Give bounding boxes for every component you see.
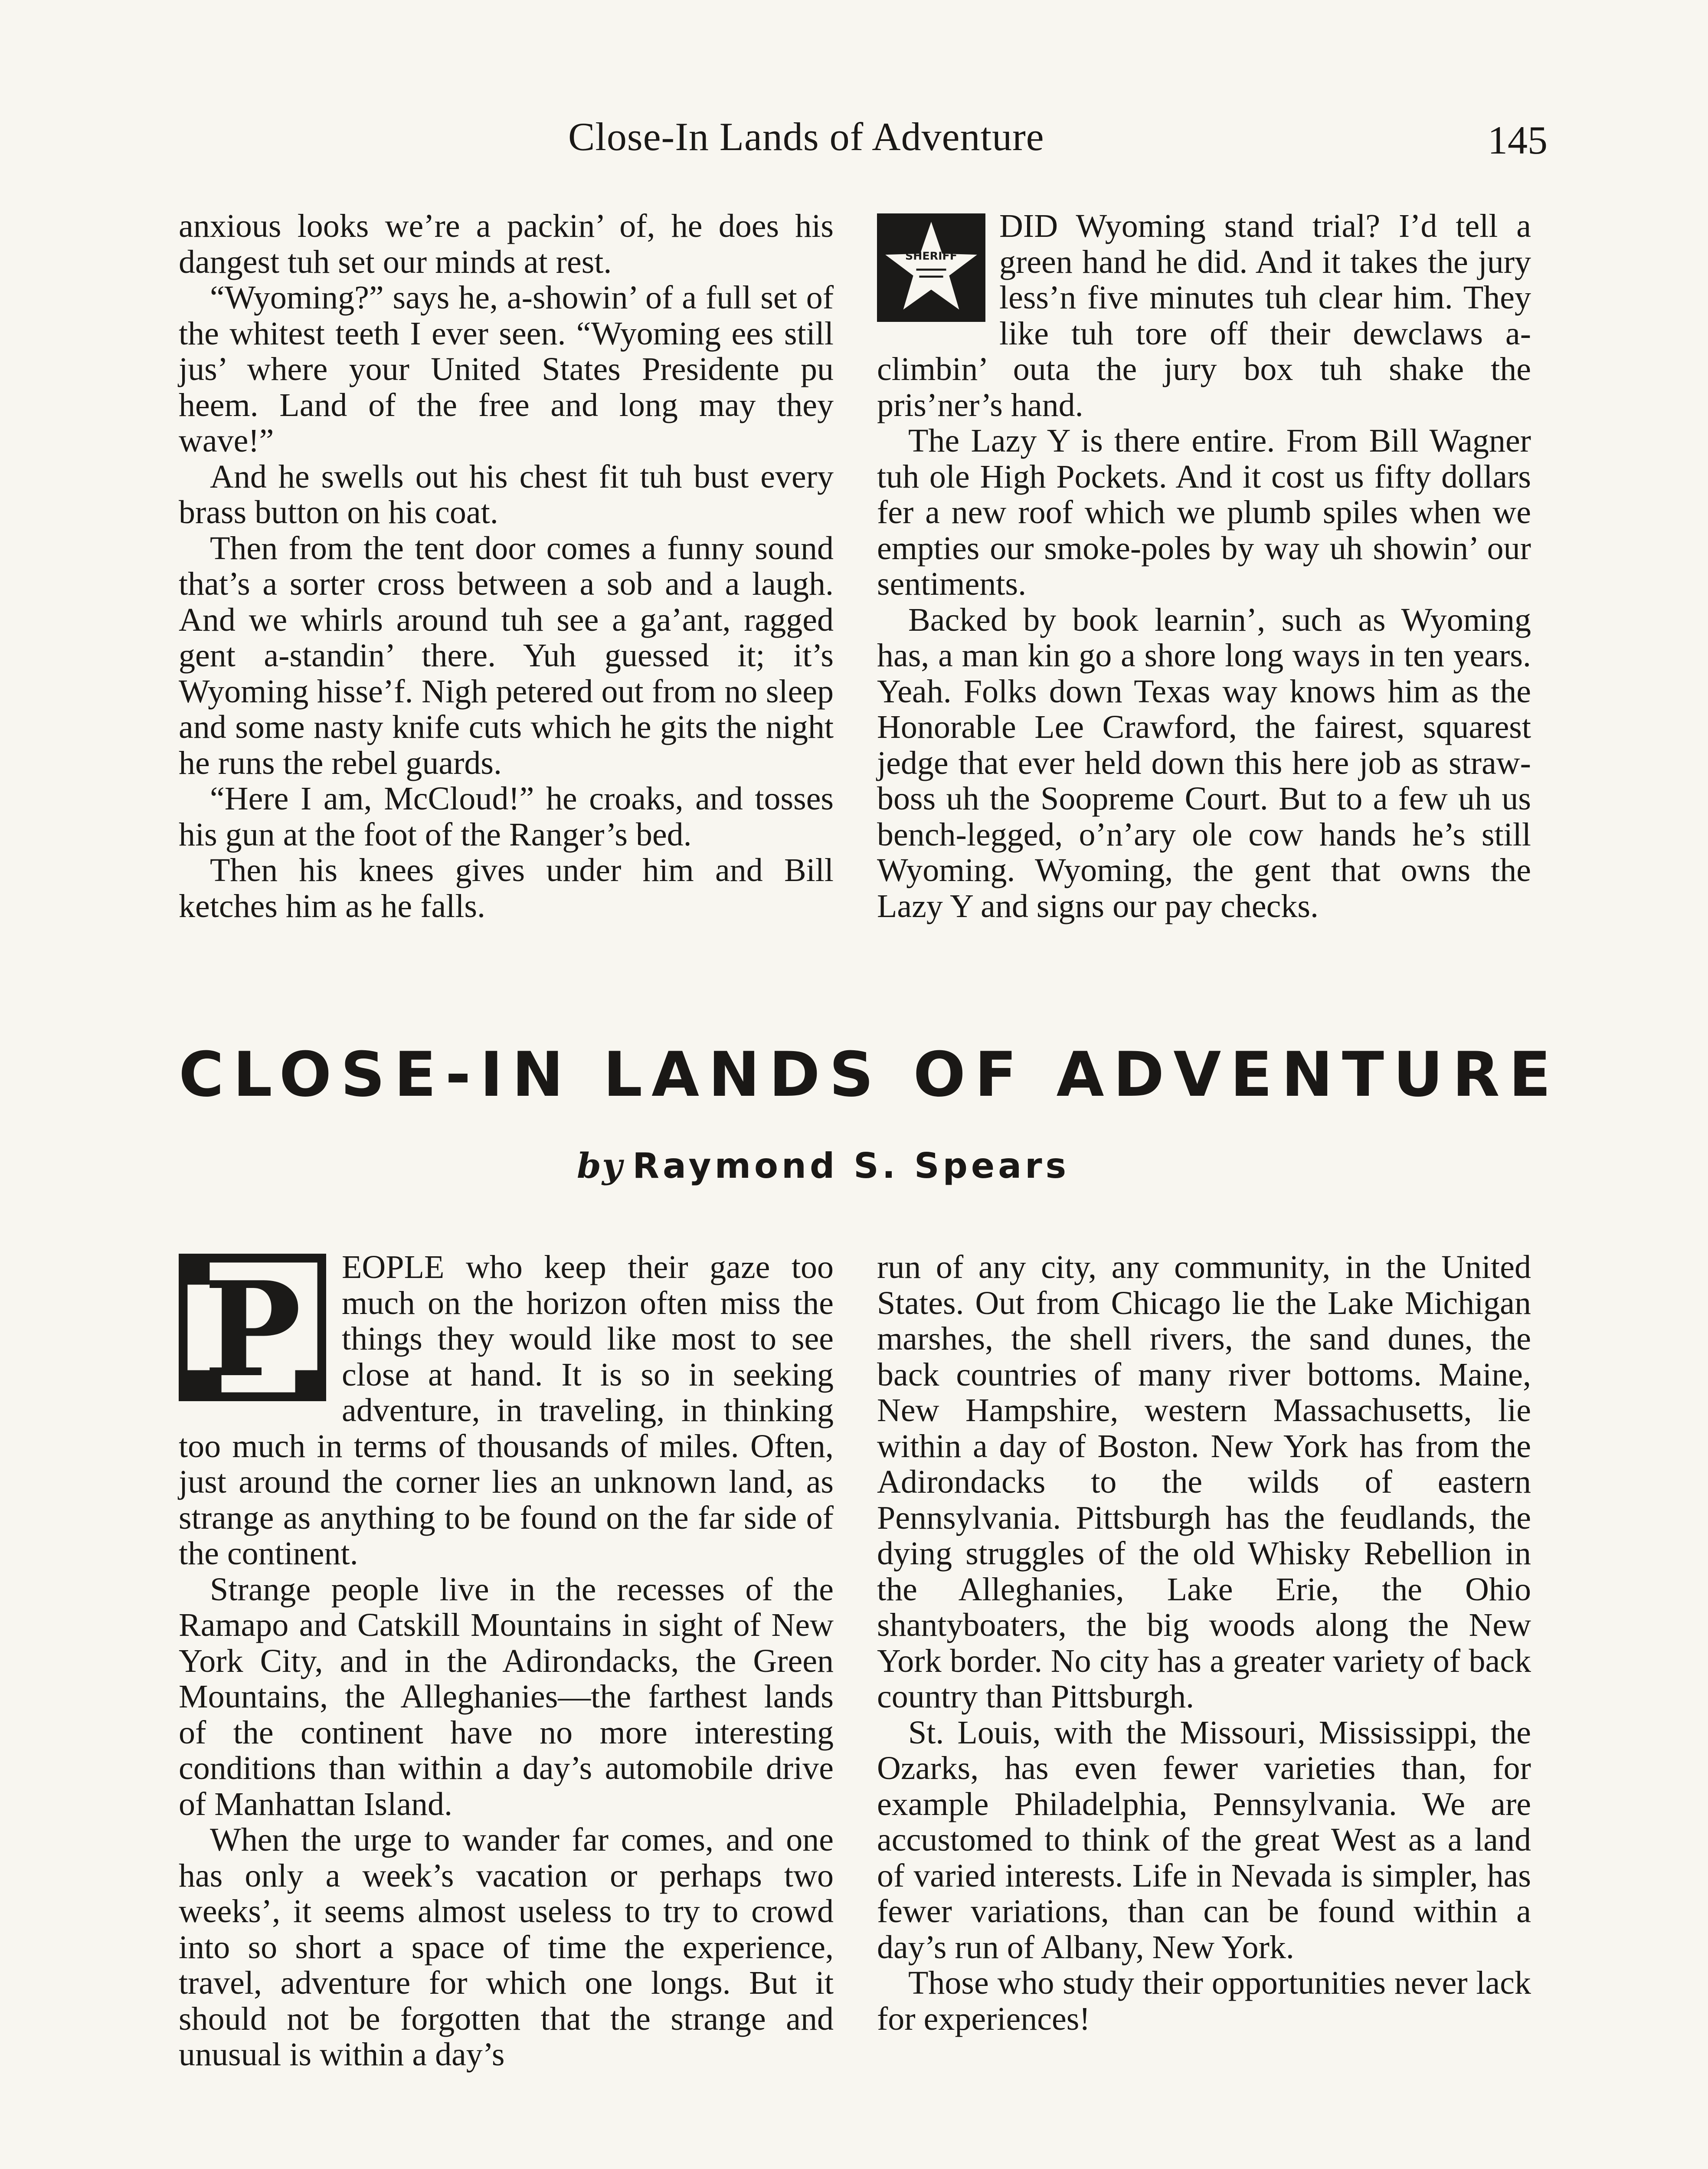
paragraph: “Here I am, McCloud!” he croaks, and tosses his gun at the foot of the Ranger’s bed. [179,780,834,853]
paragraph: When the urge to wander far comes, and one has only a week’s vacation or perhaps two weeks’, it seems almost useless to try to crowd into so short a space of time the experience, travel, adventure for which one longs. But it should not be forgotten that the strange and unusual is within a day’s [179,1822,834,2073]
byline-by: by [577,1145,623,1186]
paragraph: run of any city, any community, in the United States. Out from Chicago lie the Lake Michigan marshes, the shell rivers, the sand dunes, the back countries of many river bottoms. Maine, New Hampshire, western Massachusetts, lie within a day of Boston. New York has from the Adirondacks to the wilds of eastern Pennsylvania. Pittsburgh has the feudlands, the dying struggles of the old Whisky Rebellion in the Alleghanies, Lake Erie, the Ohio shantyboaters, the big woods along the New York border. No city has a greater variety of back country than Pittsburgh. [877,1249,1531,1715]
article-right-column [877,1249,1531,2037]
article-title: CLOSE-IN LANDS OF ADVENTURE [179,1039,1560,1111]
paragraph: Those who study their opportunities never lack for experiences! [877,1965,1531,2037]
paragraph: St. Louis, with the Missouri, Mississippi, the Ozarks, has even fewer varieties than, for example Philadelphia, Pennsylvania. We are accustomed to think of the great West as a land of varied interests. Life in Nevada is simpler, has fewer variations, than can be found within a day’s run of Albany, New York. [877,1714,1531,1966]
paragraph: Backed by book learnin’, such as Wyoming has, a man kin go a shore long ways in ten years. Yeah. Folks down Texas way knows him as the Honorable Lee Crawford, the fairest, squarest jedge that ever held down this here job as straw-boss uh the Soopreme Court. But to a few uh us bench-legged, o’n’ary ole cow hands he’s still Wyoming. Wyoming, the gent that owns the Lazy Y and signs our pay checks. [877,601,1531,924]
badge-label: SHERIFF [905,249,958,262]
paragraph: The Lazy Y is there entire. From Bill Wagner tuh ole High Pockets. And it cost us fifty dollars fer a new roof which we plumb spiles when we empties our smoke-poles by way uh showin’ our sentiments. [877,423,1531,602]
paragraph: “Wyoming?” says he, a-showin’ of a full set of the whitest teeth I ever seen. “Wyoming ees still jus’ where your United States Presidente pu heem. Land of the free and long may they wave!” [179,279,834,459]
paragraph: And he swells out his chest fit tuh bust every brass button on his coat. [179,458,834,531]
paragraph: Then from the tent door comes a funny sound that’s a sorter cross between a sob and a laugh. And we whirls around tuh see a ga’ant, ragged gent a-standin’ there. Yuh guessed it; it’s Wyoming hisse’f. Nigh petered out from no sleep and some nasty knife cuts which he gits the night he runs the rebel guards. [179,530,834,781]
paragraph: anxious looks we’re a packin’ of, he does his dangest tuh set our minds at rest. [179,208,834,280]
story-ending-right-column [877,208,1531,924]
sheriff-star-icon [877,213,985,322]
drop-cap [179,1253,326,1406]
byline-author: Raymond S. Spears [632,1146,1070,1186]
paragraph: Then his knees gives under him and Bill ketches him as he falls. [179,852,834,924]
paragraph: Strange people live in the recesses of the Ramapo and Catskill Mountains in sight of New York City, and in the Adirondacks, the Green Mountains, the Alleghanies—the farthest lands of the continent have no more interesting conditions than within a day’s automobile drive of Manhattan Island. [179,1571,834,1822]
paragraph: DID Wyoming stand trial? I’d tell a green hand he did. And it takes the jury less’n five minutes tuh clear him. They like tuh tore off their dewclaws a-climbin’ outa the jury box tuh shake the pris’ner’s hand. [877,208,1531,423]
drop-cap-letter: P [203,1253,301,1406]
byline [577,1145,1070,1186]
article-left-column [179,1249,834,2073]
paragraph: EOPLE who keep their gaze too much on the horizon often miss the things they would like most to see close at hand. It is so in seeking adventure, in traveling, in thinking too much in terms of thousands of miles. Often, just around the corner lies an unknown land, as strange as anything to be found on the far side of the continent. [179,1249,834,1572]
running-title: Close-In Lands of Adventure [568,115,1044,159]
story-ending-left-column [179,208,834,924]
page-number: 145 [1488,118,1548,162]
